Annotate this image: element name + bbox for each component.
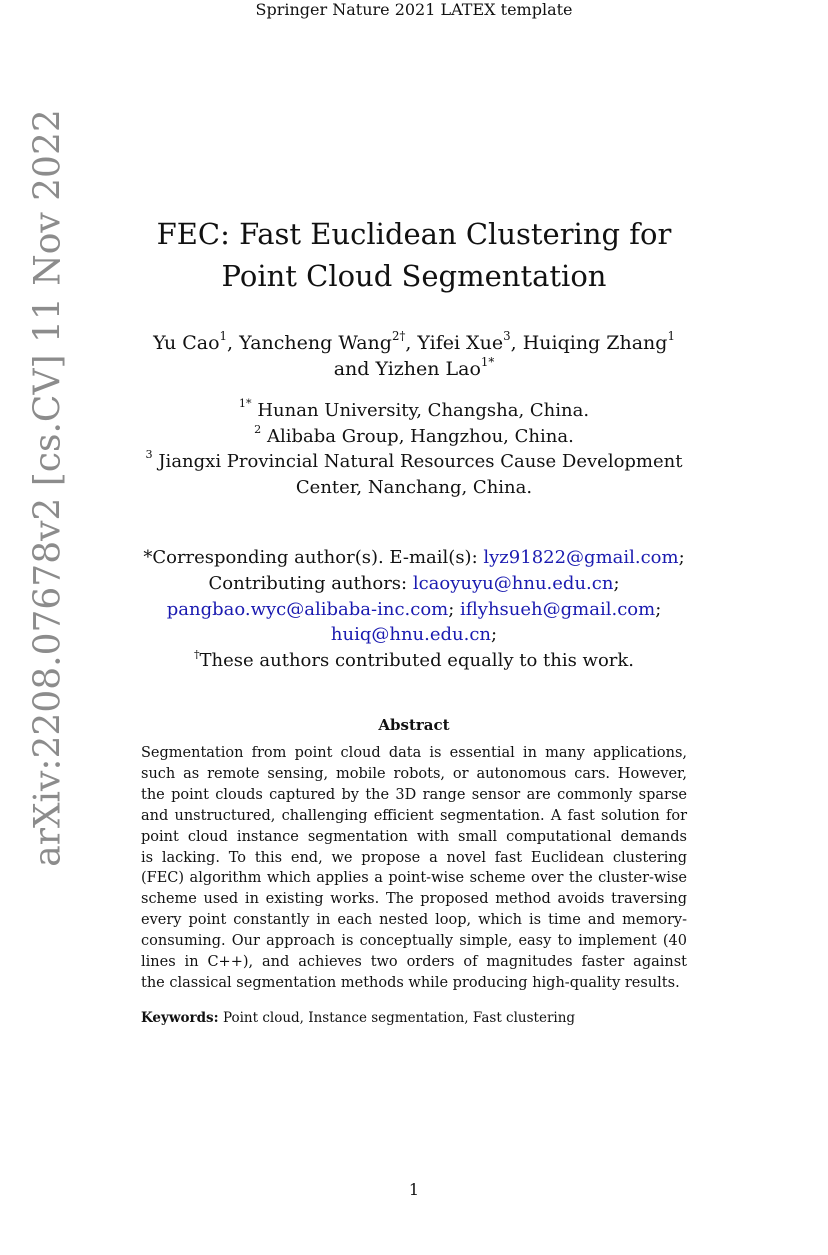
affiliation-text: Alibaba Group, Hangzhou, China.: [267, 425, 574, 447]
abstract-line: lines in C++), and achieves two orders of magnitudes faster against: [141, 954, 687, 971]
abstract-line: is lacking. To this end, we propose a novel fast Euclidean clustering: [141, 849, 687, 866]
paper-title: [0, 213, 828, 297]
author-name: Yu Cao: [153, 332, 220, 354]
abstract-line: point cloud instance segmentation with small computational demands: [141, 828, 687, 845]
abstract-line: Segmentation from point cloud data is essential in many applications,: [141, 745, 687, 761]
running-head: Springer Nature 2021 LATEX template: [255, 0, 573, 19]
title-line-1: FEC: Fast Euclidean Clustering for: [156, 217, 672, 251]
affiliation-1: [0, 398, 828, 424]
abstract-line: scheme used in existing works. The proposed method avoids traversing: [141, 891, 687, 908]
abstract-body: [141, 743, 687, 994]
affiliation-sup: 2: [254, 422, 262, 436]
contributing-email-link[interactable]: iflyhsueh@gmail.com: [460, 598, 656, 620]
keywords: [141, 1010, 575, 1026]
author-name: Yifei Xue: [417, 332, 504, 354]
author-sup: 1: [667, 328, 675, 343]
keywords-text: Point cloud, Instance segmentation, Fast clustering: [222, 1010, 576, 1026]
affiliation-2: [0, 424, 828, 450]
author-name: Huiqing Zhang: [522, 332, 668, 354]
author-sup: 1: [219, 328, 228, 343]
abstract-line: every point constantly in each nested loop, which is time and memory-: [141, 912, 687, 929]
contributing-line-2: pangbao.wyc@alibaba-inc.com; iflyhsueh@gmail.com;: [166, 598, 662, 620]
author-joiner: and: [333, 358, 370, 380]
arxiv-stamp-text: arXiv:2208.07678v2 [cs.CV] 11 Nov 2022: [27, 109, 69, 867]
corresponding-line: *Corresponding author(s). E-mail(s): lyz91822@gmail.com;: [143, 547, 685, 568]
affiliation-sup: 3: [145, 448, 153, 462]
contributing-email-link[interactable]: huiq@hnu.edu.cn: [330, 624, 492, 646]
author-line-1: Yu Cao$^1$, Yancheng Wang$^{2\dagger}$, Yifei Xue$^3$, Huiqing Zhang$^1$: [153, 328, 675, 354]
affiliation-3: [0, 449, 828, 475]
affiliation-3-cont: [0, 475, 828, 501]
affiliation-text: Jiangxi Provincial Natural Resources Cause Development: [158, 451, 683, 472]
abstract-line: such as remote sensing, mobile robots, or autonomous cars. However,: [141, 765, 687, 782]
affiliation-text: Hunan University, Changsha, China.: [257, 400, 590, 421]
affiliation-text: Center, Nanchang, China.: [295, 476, 533, 498]
contributing-email-link[interactable]: pangbao.wyc@alibaba-inc.com: [166, 598, 449, 620]
equal-note-text: These authors contributed equally to this work.: [199, 650, 635, 672]
contributing-line-3: huiq@hnu.edu.cn;: [330, 624, 498, 646]
author-name: Yizhen Lao: [375, 358, 481, 380]
dagger-mark: †: [193, 647, 200, 661]
author-sup: 2†: [391, 328, 406, 343]
contact-block: [0, 545, 828, 674]
author-sup: 3: [503, 328, 511, 343]
corresponding-email-link[interactable]: lyz91822@gmail.com: [483, 547, 679, 568]
abstract-line: the classical segmentation methods while producing high-quality results.: [141, 974, 680, 991]
abstract-line: and unstructured, challenging efficient segmentation. A fast solution for: [141, 807, 687, 824]
abstract-line: the point clouds captured by the 3D range sensor are commonly sparse: [141, 786, 687, 803]
title-line-2: Point Cloud Segmentation: [221, 259, 607, 293]
equal-contribution-note: [0, 648, 828, 674]
abstract-heading: Abstract: [378, 716, 450, 734]
author-line-2: [0, 356, 828, 382]
page-number: 1: [408, 1180, 420, 1199]
author-name: Yancheng Wang: [239, 332, 392, 354]
abstract-line: (FEC) algorithm which applies a point-wise scheme over the cluster-wise: [141, 870, 687, 887]
keywords-label: Keywords:: [141, 1010, 219, 1026]
corresponding-label: *Corresponding author(s). E-mail(s):: [143, 547, 478, 568]
affiliation-sup: 1*: [238, 397, 252, 411]
contributing-line: Contributing authors: lcaoyuyu@hnu.edu.cn;: [208, 572, 620, 594]
abstract-line: consuming. Our approach is conceptually simple, easy to implement (40: [141, 933, 687, 950]
contributing-email-link[interactable]: lcaoyuyu@hnu.edu.cn: [412, 572, 614, 594]
contributing-label: Contributing authors:: [208, 572, 408, 594]
affiliations: [0, 398, 828, 500]
author-sup: 1*: [480, 354, 495, 369]
author-list: [0, 330, 828, 382]
